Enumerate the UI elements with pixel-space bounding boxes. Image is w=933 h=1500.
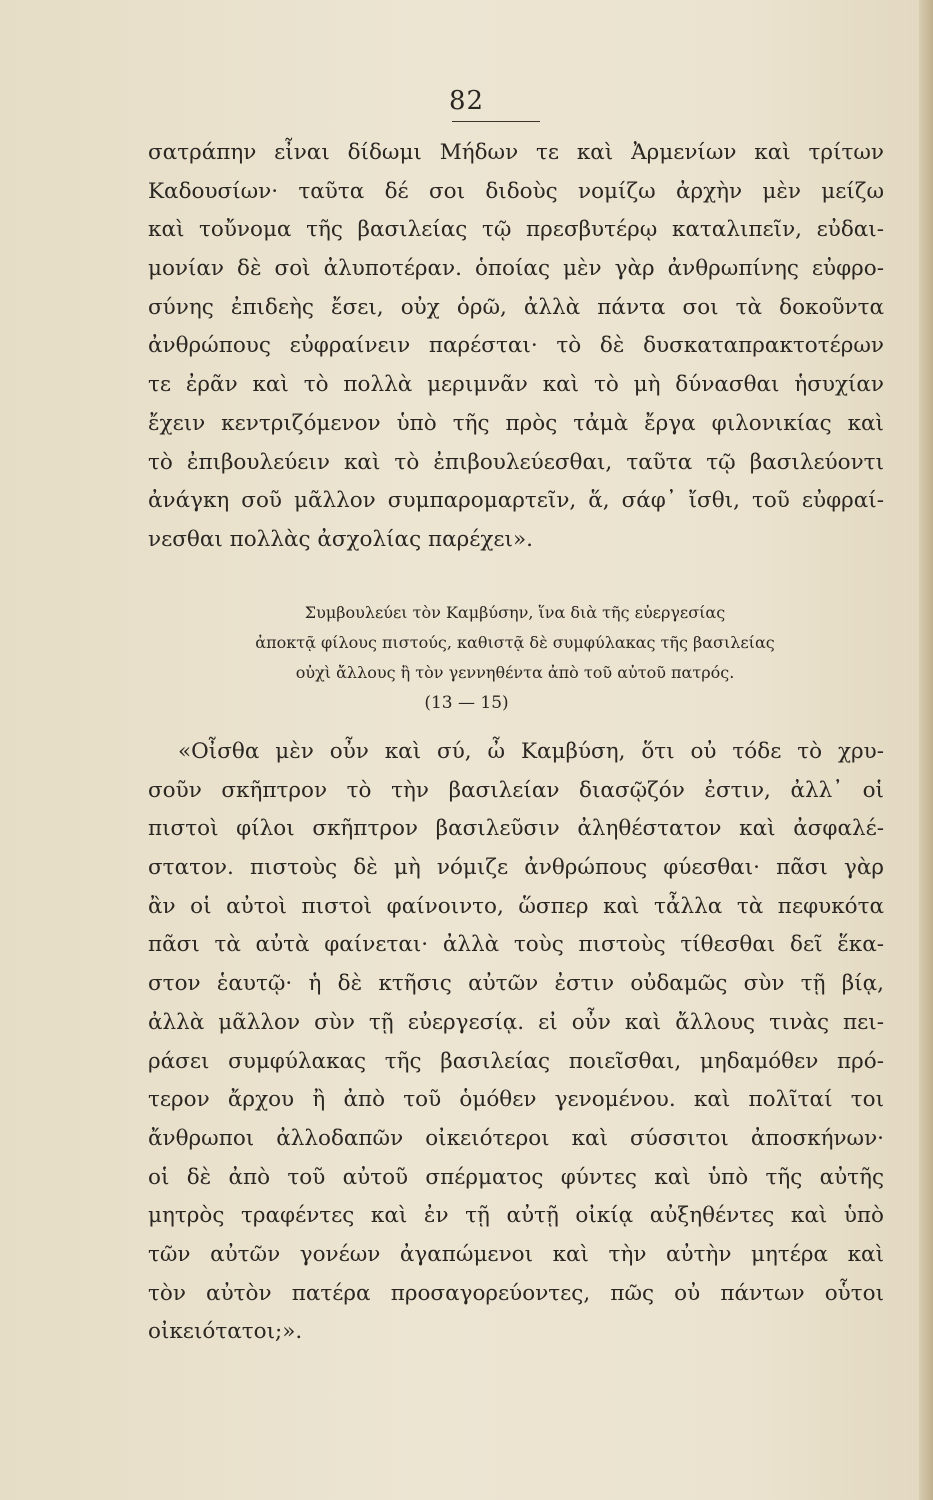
text-line: πιστοὶ φίλοι σκῆπτρον βασιλεῦσιν ἀληθέστατον καὶ ἀσφαλέ- bbox=[148, 816, 884, 842]
paragraph-2 bbox=[148, 733, 884, 1352]
note-line: Συμβουλεύει τὸν Καμβύσην, ἵνα διὰ τῆς εὐεργεσίας bbox=[304, 603, 726, 622]
text-line: ἀλλὰ μᾶλλον σὺν τῇ εὐεργεσίᾳ. εἰ οὖν καὶ ἄλλους τινὰς πει- bbox=[148, 1009, 884, 1035]
text-line: οἱ δὲ ἀπὸ τοῦ αὐτοῦ σπέρματος φύντες καὶ ὑπὸ τῆς αὐτῆς bbox=[148, 1164, 884, 1190]
page-edge bbox=[919, 0, 933, 1500]
chapter-summary-note bbox=[170, 598, 860, 688]
text-line: ἂν οἱ αὐτοὶ πιστοὶ φαίνοιντο, ὥσπερ καὶ τἆλλα τὰ πεφυκότα bbox=[148, 893, 884, 919]
page-number-rule bbox=[452, 121, 540, 122]
text-line: τῶν αὐτῶν γονέων ἀγαπώμενοι καὶ τὴν αὐτὴν μητέρα καὶ bbox=[148, 1241, 884, 1267]
text-line: σατράπην εἶναι δίδωμι Μήδων τε καὶ Ἀρμενίων καὶ τρίτων bbox=[148, 140, 884, 165]
text-line: τὸ ἐπιβουλεύειν καὶ τὸ ἐπιβουλεύεσθαι, ταῦτα τῷ βασιλεύοντι bbox=[148, 449, 884, 475]
text-line: νεσθαι πολλὰς ἀσχολίας παρέχει». bbox=[148, 526, 533, 552]
text-line: καὶ τοὔνομα τῆς βασιλείας τῷ πρεσβυτέρῳ καταλιπεῖν, εὐδαι- bbox=[148, 217, 884, 243]
text-line: ράσει συμφύλακας τῆς βασιλείας ποιεῖσθαι, μηδαμόθεν πρό- bbox=[148, 1048, 884, 1074]
text-line: μητρὸς τραφέντες καὶ ἐν τῇ αὐτῇ οἰκίᾳ αὐξηθέντες καὶ ὑπὸ bbox=[148, 1203, 884, 1229]
text-line: πᾶσι τὰ αὐτὰ φαίνεται· ἀλλὰ τοὺς πιστοὺς τίθεσθαι δεῖ ἕκα- bbox=[148, 932, 884, 958]
text-line: «Οἶσθα μὲν οὖν καὶ σύ, ὦ Καμβύση, ὅτι οὐ τόδε τὸ χρυ- bbox=[178, 739, 884, 764]
text-line: στατον. πιστοὺς δὲ μὴ νόμιζε ἀνθρώπους φύεσθαι· πᾶσι γὰρ bbox=[148, 855, 884, 881]
text-line: ἀνθρώπους εὐφραίνειν παρέσται· τὸ δὲ δυσκαταπρακτοτέρων bbox=[148, 333, 884, 359]
text-line: τὸν αὐτὸν πατέρα προσαγορεύοντες, πῶς οὐ πάντων οὗτοι bbox=[148, 1280, 884, 1306]
text-line: σοῦν σκῆπτρον τὸ τὴν βασιλείαν διασῷζόν ἐστιν, ἀλλ᾽ οἱ bbox=[148, 777, 884, 803]
text-line: μονίαν δὲ σοὶ ἀλυποτέραν. ὁποίας μὲν γὰρ ἀνθρωπίνης εὐφρο- bbox=[148, 256, 884, 282]
text-line: ἔχειν κεντριζόμενον ὑπὸ τῆς πρὸς τἀμὰ ἔργα φιλονικίας καὶ bbox=[148, 410, 884, 436]
paragraph-1 bbox=[148, 134, 884, 560]
text-line: στον ἑαυτῷ· ἡ δὲ κτῆσις αὐτῶν ἐστιν οὐδαμῶς σὺν τῇ βίᾳ, bbox=[148, 971, 884, 997]
text-line: τε ἐρᾶν καὶ τὸ πολλὰ μεριμνᾶν καὶ τὸ μὴ δύνασθαι ἡσυχίαν bbox=[148, 372, 884, 398]
note-line: οὐχὶ ἄλλους ἢ τὸν γεννηθέντα ἀπὸ τοῦ αὐτοῦ πατρός. bbox=[295, 663, 735, 682]
text-line: ἀνάγκη σοῦ μᾶλλον συμπαρομαρτεῖν, ἅ, σάφ᾽ ἴσθι, τοῦ εὐφραί- bbox=[148, 488, 884, 514]
text-line: σύνης ἐπιδεὴς ἔσει, οὐχ ὁρῶ, ἀλλὰ πάντα σοι τὰ δοκοῦντα bbox=[148, 294, 884, 320]
text-line: Καδουσίων· ταῦτα δέ σοι διδοὺς νομίζω ἀρχὴν μὲν μείζω bbox=[148, 178, 884, 204]
text-line: ἄνθρωποι ἀλλοδαπῶν οἰκειότεροι καὶ σύσσιτοι ἀποσκήνων· bbox=[148, 1125, 884, 1151]
text-line: τερον ἄρχου ἢ ἀπὸ τοῦ ὁμόθεν γενομένου. καὶ πολῖταί τοι bbox=[148, 1087, 884, 1113]
page-number: 82 bbox=[448, 86, 485, 116]
note-line: ἀποκτᾷ φίλους πιστούς, καθιστᾷ δὲ συμφύλακας τῆς βασιλείας bbox=[255, 633, 775, 652]
section-reference: (13 — 15) bbox=[424, 693, 509, 713]
text-line: οἰκειότατοι;». bbox=[148, 1319, 303, 1345]
